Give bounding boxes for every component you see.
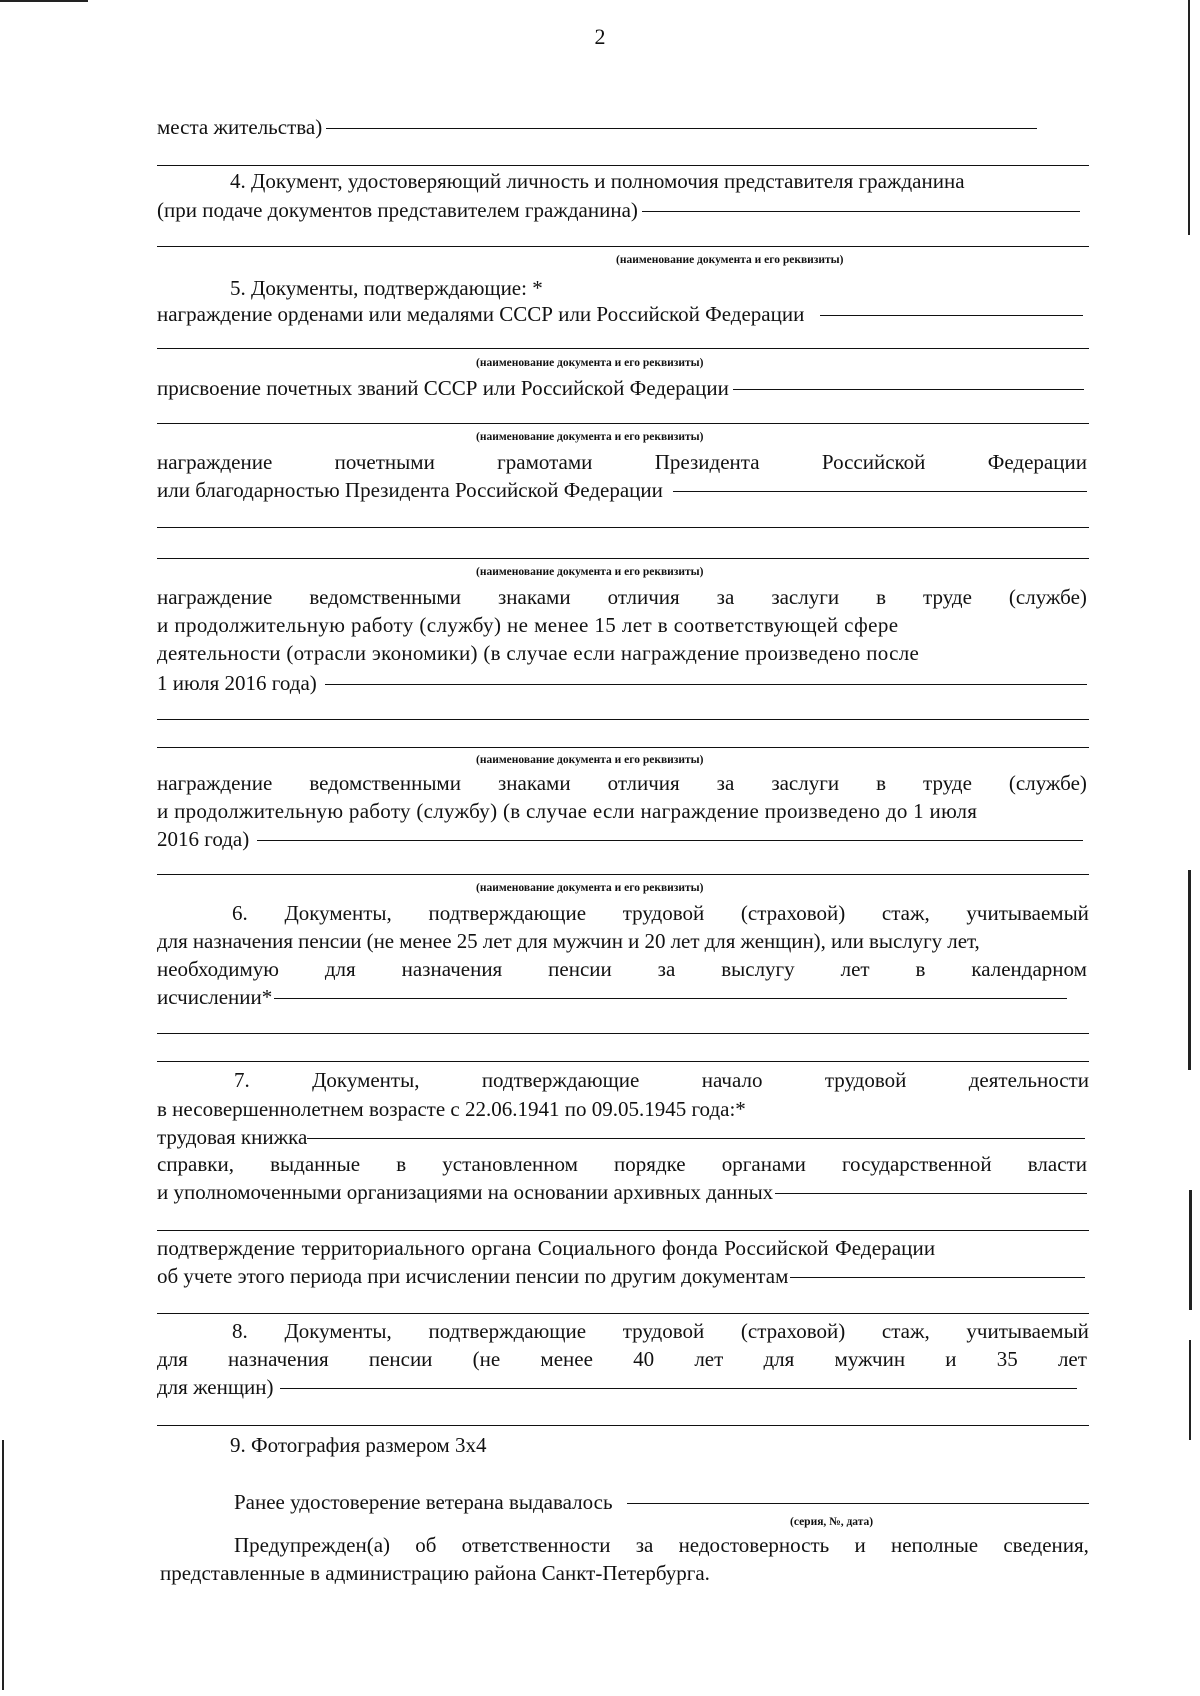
honorary-titles-field-line2[interactable] bbox=[157, 423, 1089, 424]
word: отличия bbox=[607, 585, 680, 609]
work-experience-field-line2[interactable] bbox=[157, 1033, 1089, 1034]
dept-awards-after-line-1 bbox=[157, 584, 1087, 610]
orders-medals-field[interactable] bbox=[820, 315, 1083, 316]
word: награждение bbox=[157, 585, 273, 609]
word: учитываемый bbox=[966, 901, 1089, 925]
dept-awards-before-line-1 bbox=[157, 770, 1087, 796]
word: пенсии bbox=[548, 957, 612, 981]
dept-awards-before-label: 2016 года) bbox=[157, 827, 250, 851]
dept-awards-after-line-2: и продолжительную работу (службу) не менее 15 лет в соответствующей сфере bbox=[157, 613, 899, 637]
word: почетными bbox=[334, 450, 435, 474]
archive-certificates-field-line2[interactable] bbox=[157, 1230, 1089, 1231]
word: сведения, bbox=[1003, 1533, 1089, 1557]
warning-line-2: представленные в администрацию района Санкт-Петербурга. bbox=[160, 1561, 710, 1585]
president-certificate-line-1 bbox=[157, 449, 1087, 475]
word: в bbox=[876, 771, 887, 795]
section-5-heading: 5. Документы, подтверждающие: * bbox=[230, 276, 543, 300]
word: за bbox=[716, 771, 735, 795]
caption-document-details-5: (наименование документа и его реквизиты) bbox=[476, 754, 704, 766]
archive-certificates-label: и уполномоченными организациями на основании архивных данных bbox=[157, 1180, 774, 1204]
representative-document-field-line2[interactable] bbox=[157, 246, 1089, 247]
word: для bbox=[763, 1347, 795, 1371]
scan-edge-mark-left bbox=[2, 1440, 4, 1690]
word: пенсии bbox=[368, 1347, 433, 1371]
word: 8. bbox=[232, 1319, 248, 1343]
word: за bbox=[716, 585, 735, 609]
word: лет bbox=[694, 1347, 724, 1371]
section-6-line-2: для назначения пенсии (не менее 25 лет для мужчин и 20 лет для женщин), или выслугу лет, bbox=[157, 929, 980, 953]
caption-document-details-6: (наименование документа и его реквизиты) bbox=[476, 882, 704, 894]
previous-certificate-line bbox=[234, 1489, 1089, 1515]
word: Предупрежден(а) bbox=[234, 1533, 391, 1557]
word: начало bbox=[701, 1068, 763, 1092]
word: недостоверность bbox=[678, 1533, 830, 1557]
caption-series-number-date: (серия, №, дата) bbox=[790, 1516, 874, 1528]
word: труде bbox=[923, 771, 972, 795]
section-4-heading: 4. Документ, удостоверяющий личность и полномочия представителя гражданина bbox=[230, 169, 965, 193]
insurance-experience-field[interactable] bbox=[280, 1388, 1077, 1389]
word: в bbox=[396, 1152, 407, 1176]
section-7-line-1 bbox=[234, 1067, 1089, 1093]
word: (страховой) bbox=[740, 1319, 846, 1343]
archive-certificates-field[interactable] bbox=[775, 1193, 1087, 1194]
word: об bbox=[415, 1533, 437, 1557]
dept-awards-after-line-3: деятельности (отрасли экономики) (в случае если награждение произведено после bbox=[157, 641, 920, 665]
word: за bbox=[635, 1533, 654, 1557]
word: трудовой bbox=[622, 901, 705, 925]
word: в bbox=[915, 957, 926, 981]
word: назначения bbox=[401, 957, 503, 981]
word: в bbox=[876, 585, 887, 609]
word: выслугу bbox=[721, 957, 795, 981]
section-4-line-2 bbox=[157, 197, 1087, 223]
employment-record-line bbox=[157, 1124, 1087, 1150]
word: и bbox=[945, 1347, 957, 1371]
word: награждение bbox=[157, 771, 273, 795]
section-7-line-2: в несовершеннолетнем возрасте с 22.06.1941 по 09.05.1945 года:* bbox=[157, 1097, 746, 1121]
word: и bbox=[854, 1533, 866, 1557]
social-fund-line-1: подтверждение территориального органа Социального фонда Российской Федерации bbox=[157, 1236, 936, 1260]
word: Российской bbox=[821, 450, 926, 474]
scan-edge-mark-right-2 bbox=[1188, 870, 1191, 1070]
employment-record-label: трудовая книжка bbox=[157, 1125, 308, 1149]
scan-edge-mark-right-3 bbox=[1189, 1190, 1192, 1310]
scan-edge-mark-right-4 bbox=[1189, 1340, 1191, 1440]
word: (службе) bbox=[1008, 771, 1087, 795]
dept-awards-before-line-2: и продолжительную работу (службу) (в случае если награждение произведено до 1 июля bbox=[157, 799, 978, 823]
caption-document-details: (наименование документа и его реквизиты) bbox=[616, 254, 844, 266]
dept-awards-before-field-line2[interactable] bbox=[157, 874, 1089, 875]
dept-awards-before-field[interactable] bbox=[257, 840, 1083, 841]
warning-line-1 bbox=[234, 1532, 1089, 1558]
word: Документы, bbox=[312, 1068, 420, 1092]
section-6-line-4 bbox=[157, 984, 1087, 1010]
archive-certificates-line-1 bbox=[157, 1151, 1087, 1177]
word: Документы, bbox=[284, 1319, 392, 1343]
work-experience-field[interactable] bbox=[274, 998, 1067, 999]
page-number: 2 bbox=[594, 24, 606, 49]
orders-medals-field-line2[interactable] bbox=[157, 348, 1089, 349]
president-certificate-label: или благодарностью Президента Российской Федерации bbox=[157, 478, 663, 502]
dept-awards-after-field[interactable] bbox=[325, 684, 1087, 685]
word: подтверждающие bbox=[481, 1068, 640, 1092]
word: 40 bbox=[633, 1347, 655, 1371]
president-certificate-line-2 bbox=[157, 477, 1087, 503]
president-certificate-field[interactable] bbox=[673, 491, 1087, 492]
residence-label: места жительства) bbox=[157, 115, 323, 139]
word: подтверждающие bbox=[428, 901, 587, 925]
word: учитываемый bbox=[966, 1319, 1089, 1343]
dept-awards-after-field-line3[interactable] bbox=[157, 747, 1089, 748]
word: для bbox=[157, 1347, 188, 1371]
social-fund-line-2 bbox=[157, 1263, 1087, 1289]
representative-document-field[interactable] bbox=[642, 211, 1080, 212]
word: 7. bbox=[234, 1068, 250, 1092]
word: деятельности bbox=[968, 1068, 1089, 1092]
word: установленном bbox=[442, 1152, 578, 1176]
word: 35 bbox=[996, 1347, 1018, 1371]
word: ведомственными bbox=[309, 585, 461, 609]
section-8-line-2 bbox=[157, 1346, 1087, 1372]
honorary-titles-line bbox=[157, 375, 1087, 401]
orders-medals-label: награждение орденами или медалями СССР или Российской Федерации bbox=[157, 302, 805, 326]
caption-document-details-3: (наименование документа и его реквизиты) bbox=[476, 431, 704, 443]
word: государственной bbox=[841, 1152, 992, 1176]
caption-document-details-4: (наименование документа и его реквизиты) bbox=[476, 566, 704, 578]
word: необходимую bbox=[157, 957, 279, 981]
word: знаками bbox=[497, 771, 571, 795]
section-8-label: для женщин) bbox=[157, 1375, 274, 1399]
word: справки, bbox=[157, 1152, 234, 1176]
word: органами bbox=[721, 1152, 806, 1176]
section-6-label: исчислении* bbox=[157, 985, 273, 1009]
word: Президента bbox=[654, 450, 760, 474]
residence-field[interactable] bbox=[326, 128, 1037, 129]
caption-document-details-2: (наименование документа и его реквизиты) bbox=[476, 357, 704, 369]
orders-medals-line bbox=[157, 301, 1087, 327]
word: стаж, bbox=[881, 901, 930, 925]
word: (страховой) bbox=[740, 901, 846, 925]
section-8-line-1 bbox=[232, 1318, 1089, 1344]
residence-field-line2[interactable] bbox=[157, 165, 1089, 166]
section-8-line-3 bbox=[157, 1374, 1087, 1400]
word: лет bbox=[840, 957, 870, 981]
word: за bbox=[657, 957, 676, 981]
word: неполные bbox=[890, 1533, 979, 1557]
word: (службе) bbox=[1008, 585, 1087, 609]
word: календарном bbox=[971, 957, 1087, 981]
social-fund-label: об учете этого периода при исчислении пенсии по другим документам bbox=[157, 1264, 789, 1288]
insurance-experience-field-line2[interactable] bbox=[157, 1425, 1089, 1426]
word: ведомственными bbox=[309, 771, 461, 795]
word: знаками bbox=[497, 585, 571, 609]
dept-awards-after-label: 1 июля 2016 года) bbox=[157, 671, 317, 695]
previous-certificate-field[interactable] bbox=[627, 1503, 1089, 1504]
honorary-titles-label: присвоение почетных званий СССР или Российской Федерации bbox=[157, 376, 729, 400]
section-6-line-3 bbox=[157, 956, 1087, 982]
word: (не bbox=[472, 1347, 501, 1371]
word: трудовой bbox=[622, 1319, 705, 1343]
previous-certificate-label: Ранее удостоверение ветерана выдавалось bbox=[234, 1490, 613, 1514]
dept-awards-before-line-3 bbox=[157, 826, 1087, 852]
word: подтверждающие bbox=[428, 1319, 587, 1343]
word: менее bbox=[540, 1347, 593, 1371]
dept-awards-after-line-4 bbox=[157, 670, 1087, 696]
word: назначения bbox=[228, 1347, 329, 1371]
scan-edge-mark-top bbox=[0, 0, 88, 2]
word: заслуги bbox=[771, 771, 840, 795]
dept-awards-after-field-line2[interactable] bbox=[157, 719, 1089, 720]
employment-record-field[interactable] bbox=[307, 1138, 1085, 1139]
word: для bbox=[324, 957, 356, 981]
word: труде bbox=[923, 585, 972, 609]
section-9-photo: 9. Фотография размером 3х4 bbox=[230, 1433, 487, 1457]
word: ответственности bbox=[461, 1533, 611, 1557]
archive-certificates-line-2 bbox=[157, 1179, 1087, 1205]
word: трудовой bbox=[824, 1068, 907, 1092]
word: Федерации bbox=[987, 450, 1087, 474]
section-6-line-1 bbox=[232, 900, 1089, 926]
residence-line bbox=[157, 114, 1087, 140]
word: Документы, bbox=[284, 901, 392, 925]
word: власти bbox=[1027, 1152, 1087, 1176]
word: выданные bbox=[270, 1152, 361, 1176]
word: порядке bbox=[614, 1152, 686, 1176]
section-4-label: (при подаче документов представителем гражданина) bbox=[157, 198, 638, 222]
president-certificate-field-line2[interactable] bbox=[157, 527, 1089, 528]
honorary-titles-field[interactable] bbox=[733, 389, 1084, 390]
word: заслуги bbox=[771, 585, 840, 609]
word: лет bbox=[1057, 1347, 1087, 1371]
word: отличия bbox=[607, 771, 680, 795]
word: 6. bbox=[232, 901, 248, 925]
social-fund-field-line2[interactable] bbox=[157, 1313, 1089, 1314]
work-experience-field-line3[interactable] bbox=[157, 1061, 1089, 1062]
president-certificate-field-line3[interactable] bbox=[157, 558, 1089, 559]
word: награждение bbox=[157, 450, 273, 474]
word: мужчин bbox=[834, 1347, 906, 1371]
word: стаж, bbox=[881, 1319, 930, 1343]
word: грамотами bbox=[497, 450, 593, 474]
social-fund-field[interactable] bbox=[790, 1277, 1085, 1278]
